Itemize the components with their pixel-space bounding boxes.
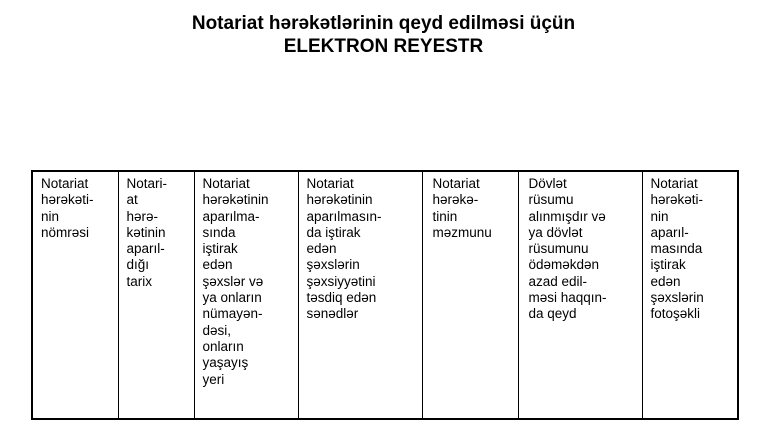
column-header-participants: Notariat hərəkətinin aparılma- sında iştirak edən şəxslər və ya onların nümayən- dəsi, onların yaşayış yeri [194,171,298,419]
table-header-row [32,171,738,419]
column-header-content: Notariat hərəkə- tinin məzmunu [422,171,518,419]
column-header-identity-documents: Notariat hərəkətinin aparılmasın- da iştirak edən şəxslərin şəxsiyyətini təsdiq edən sənədlər [298,171,422,419]
title-line-1: Notariat hərəkətlərinin qeyd edilməsi üçün [191,13,576,34]
document-title [0,12,767,58]
column-header-number: Notariat hərəkəti- nin nömrəsi [32,171,118,419]
column-header-state-fee: Dövlət rüsumu alınmışdır və ya dövlət rüsumunu ödəməkdən azad edil- məsi haqqın- da qeyd [518,171,642,419]
column-header-photo: Notariat hərəkəti- nin aparıl- masında iştirak edən şəxslərin fotoşəkli [642,171,738,419]
register-table [31,170,739,420]
column-header-date: Notari- at hərə- kətinin aparıl- dığı tarix [118,171,194,419]
title-line-2: ELEKTRON REYESTR [283,36,484,57]
